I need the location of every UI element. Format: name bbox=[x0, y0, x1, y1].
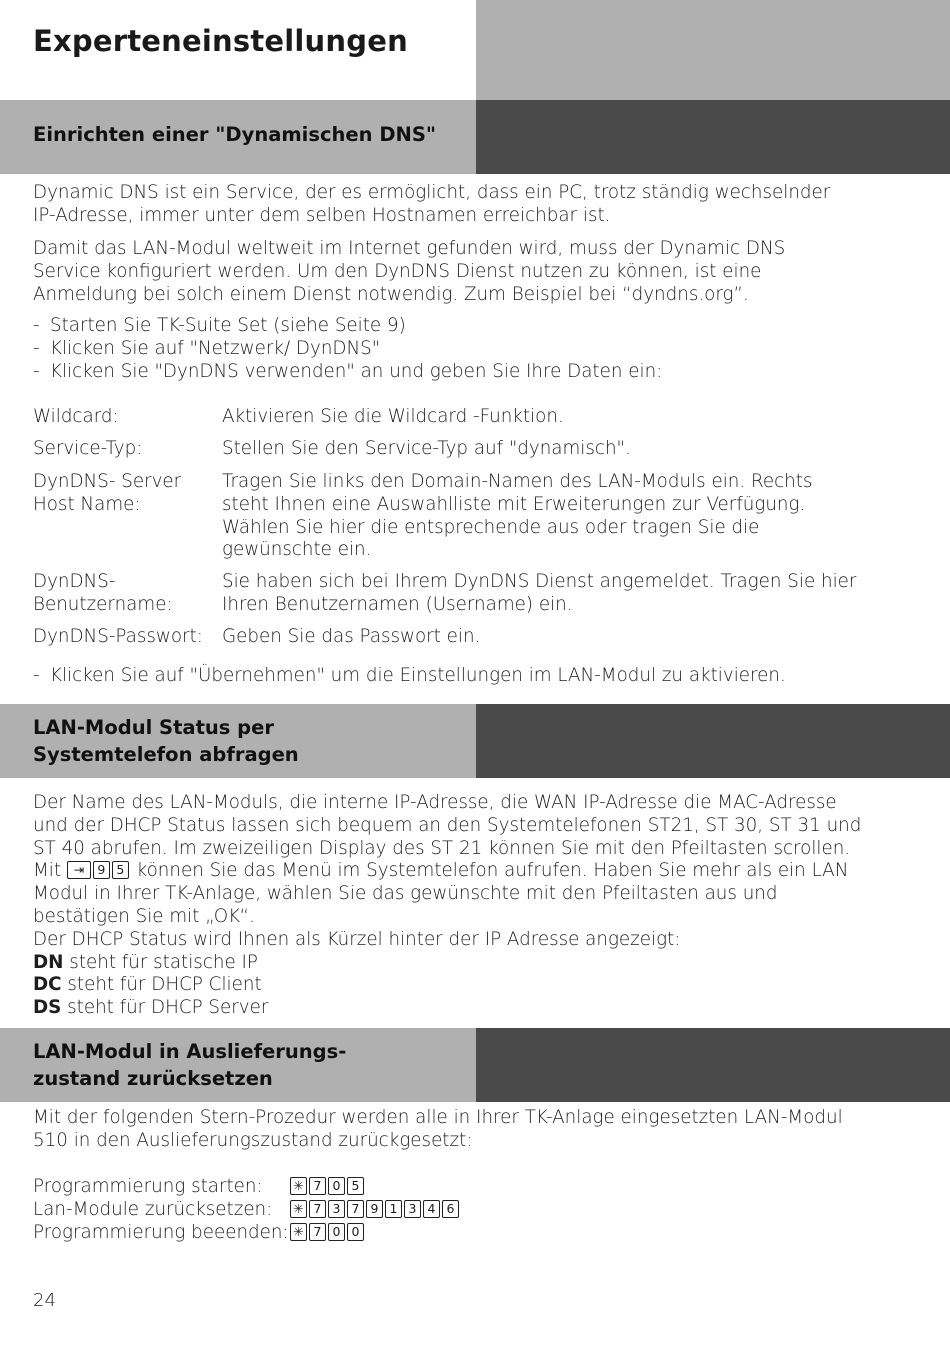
status-code-dn: DN steht für statische IP bbox=[33, 951, 258, 973]
key-icon: 1 bbox=[385, 1200, 402, 1218]
key-icon: 5 bbox=[112, 861, 129, 879]
field-label-host-name: DynDNS- Server Host Name: bbox=[33, 471, 182, 515]
procedure-reset-label: Lan-Module zurücksetzen: bbox=[33, 1199, 273, 1220]
field-desc-wildcard: Aktivieren Sie die Wildcard -Funktion. bbox=[222, 406, 564, 427]
header-gray-block bbox=[476, 0, 950, 100]
status-code-dc: DC steht für DHCP Client bbox=[33, 974, 262, 996]
key-icon: 7 bbox=[309, 1223, 326, 1241]
procedure-end-keys bbox=[290, 1222, 366, 1245]
star-key-icon: ✳ bbox=[290, 1200, 307, 1218]
section-band-reset bbox=[0, 1028, 950, 1102]
list-item: - Klicken Sie auf "Netzwerk/ DynDNS" bbox=[33, 338, 381, 359]
status-code-ds: DS steht für DHCP Server bbox=[33, 997, 269, 1019]
page-title: Experteneinstellungen bbox=[33, 24, 408, 58]
key-icon: 6 bbox=[442, 1200, 459, 1218]
page-number: 24 bbox=[33, 1290, 56, 1311]
key-icon: 9 bbox=[93, 861, 110, 879]
field-desc-service-type: Stellen Sie den Service-Typ auf "dynamisch". bbox=[222, 438, 631, 459]
field-desc-host-name: Tragen Sie links den Domain-Namen des LAN-Moduls ein. Rechts steht Ihnen eine Auswahlliste mit Erweiterungen zur Verfügung. Wählen Sie hier die entsprechende aus oder tragen Sie die gewünschte ein. bbox=[222, 471, 813, 561]
reset-paragraph: Mit der folgenden Stern-Prozedur werden alle in Ihrer TK-Anlage eingesetzten LAN-Modul 510 in den Auslieferungszustand zurückgesetzt: bbox=[33, 1107, 843, 1151]
key-icon: 4 bbox=[423, 1200, 440, 1218]
section-band-status bbox=[0, 704, 950, 778]
procedure-reset-keys bbox=[290, 1199, 461, 1222]
key-icon: 0 bbox=[347, 1223, 364, 1241]
key-icon: 0 bbox=[328, 1223, 345, 1241]
section-heading-reset: LAN-Modul in Auslieferungs- zustand zurücksetzen bbox=[33, 1040, 347, 1090]
key-icon: 3 bbox=[328, 1200, 345, 1218]
star-key-icon: ✳ bbox=[290, 1223, 307, 1241]
field-label-service-type: Service-Typ: bbox=[33, 438, 143, 459]
star-key-icon: ✳ bbox=[290, 1177, 307, 1195]
key-icon: 7 bbox=[347, 1200, 364, 1218]
list-item: - Klicken Sie "DynDNS verwenden" an und geben Sie Ihre Daten ein: bbox=[33, 361, 663, 382]
dyndns-config-paragraph: Damit das LAN-Modul weltweit im Internet gefunden wird, muss der Dynamic DNS Service konfiguriert werden. Um den DynDNS Dienst nutzen zu können, ist eine Anmeldung bei solch einem Dienst notwendig. Zum Beispiel bei “dyndns.org”. bbox=[33, 238, 786, 305]
procedure-start-label: Programmierung starten: bbox=[33, 1176, 263, 1197]
field-desc-username: Sie haben sich bei Ihrem DynDNS Dienst angemeldet. Tragen Sie hier Ihren Benutzernamen (Username) ein. bbox=[222, 571, 857, 615]
field-desc-password: Geben Sie das Passwort ein. bbox=[222, 626, 481, 647]
section-heading-status: LAN-Modul Status per Systemtelefon abfragen bbox=[33, 716, 299, 766]
dyndns-intro-paragraph: Dynamic DNS ist ein Service, der es ermöglicht, dass ein PC, trotz ständig wechselnder IP-Adresse, immer unter dem selben Hostnamen erreichbar ist. bbox=[33, 182, 831, 226]
status-paragraph: Der Name des LAN-Moduls, die interne IP-Adresse, die WAN IP-Adresse die MAC-Adresse und der DHCP Status lassen sich bequem an den Systemtelefonen ST21, ST 30, ST 31 und ST 40 abrufen. Im zweizeiligen Display des ST 21 können Sie mit den Pfeiltasten scrollen. Mit ⇥ 9 5 können Sie das Menü im Systemtelefon aufrufen. Haben Sie mehr als ein LAN Modul in Ihrer TK-Anlage, wählen Sie das gewünschte mit den Pfeiltasten aus und bestätigen Sie mit „OK“. Der DHCP Status wird Ihnen als Kürzel hinter der IP Adresse angezeigt: DN steht für statische IP DC steht für DHCP Client DS steht für DHCP Server bbox=[33, 792, 862, 1019]
field-label-wildcard: Wildcard: bbox=[33, 406, 119, 427]
key-icon: 7 bbox=[309, 1200, 326, 1218]
key-icon: 3 bbox=[404, 1200, 421, 1218]
procedure-start-keys bbox=[290, 1176, 366, 1199]
section-band-dyndns bbox=[0, 100, 950, 174]
key-icon: 7 bbox=[309, 1177, 326, 1195]
section-heading-dyndns: Einrichten einer "Dynamischen DNS" bbox=[33, 123, 437, 146]
field-label-password: DynDNS-Passwort: bbox=[33, 626, 203, 647]
field-label-username: DynDNS- Benutzername: bbox=[33, 571, 173, 615]
list-item: - Starten Sie TK-Suite Set (siehe Seite 9) bbox=[33, 315, 406, 336]
menu-key-icon: ⇥ bbox=[67, 861, 91, 879]
key-icon: 9 bbox=[366, 1200, 383, 1218]
key-icon: 5 bbox=[347, 1177, 364, 1195]
list-item: - Klicken Sie auf "Übernehmen" um die Einstellungen im LAN-Modul zu aktivieren. bbox=[33, 665, 786, 686]
procedure-end-label: Programmierung beeenden: bbox=[33, 1222, 289, 1243]
key-icon: 0 bbox=[328, 1177, 345, 1195]
